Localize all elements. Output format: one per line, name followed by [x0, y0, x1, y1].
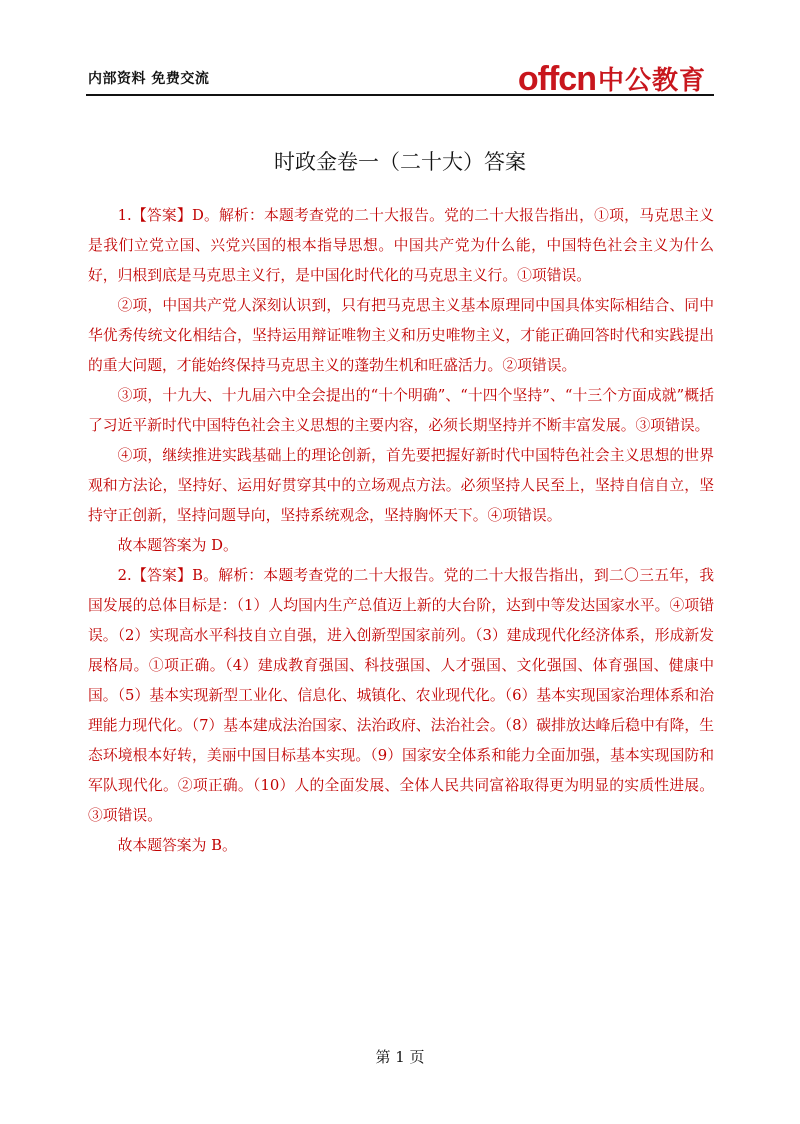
- brand-logo: [518, 56, 706, 96]
- paragraph-q1-option3: ③项，十九大、十九届六中全会提出的“十个明确”、“十四个坚持”、“十三个方面成就”概括了习近平新时代中国特色社会主义思想的主要内容，必须长期坚持并不断丰富发展。③项错误。: [88, 387, 714, 434]
- page-number: 第 1 页: [375, 1048, 425, 1066]
- paragraph-q1-answer: 故本题答案为 D。: [117, 537, 238, 554]
- paragraph-q1-intro: 1.【答案】D。解析：本题考查党的二十大报告。党的二十大报告指出，①项，马克思主义是我们立党立国、兴党兴国的根本指导思想。中国共产党为什么能，中国特色社会主义为什么好，归根到底是马克思主义行，是中国化时代化的马克思主义行。①项错误。: [88, 207, 714, 284]
- paragraph-q1-option2: ②项，中国共产党人深刻认识到，只有把马克思主义基本原理同中国具体实际相结合、同中华优秀传统文化相结合，坚持运用辩证唯物主义和历史唯物主义，才能正确回答时代和实践提出的重大问题，才能始终保持马克思主义的蓬勃生机和旺盛活力。②项错误。: [88, 297, 714, 374]
- header-disclaimer: 内部资料 免费交流: [88, 71, 210, 87]
- page-title: 时政金卷一（二十大）答案: [274, 150, 526, 174]
- paragraph-q1-option4: ④项，继续推进实践基础上的理论创新，首先要把握好新时代中国特色社会主义思想的世界观和方法论，坚持好、运用好贯穿其中的立场观点方法。必须坚持人民至上，坚持自信自立，坚持守正创新，坚持问题导向，坚持系统观念，坚持胸怀天下。④项错误。: [88, 447, 714, 524]
- header-divider: [86, 94, 714, 96]
- paragraph-q2-answer: 故本题答案为 B。: [117, 837, 237, 854]
- logo-chinese-name: 中公教育: [597, 66, 706, 96]
- paragraph-q2-intro: 2.【答案】B。解析：本题考查党的二十大报告。党的二十大报告指出，到二〇三五年，我国发展的总体目标是：（1）人均国内生产总值迈上新的大台阶，达到中等发达国家水平。④项错误。（2）实现高水平科技自立自强，进入创新型国家前列。（3）建成现代化经济体系，形成新发展格局。①项正确。（4）建成教育强国、科技强国、人才强国、文化强国、体育强国、健康中国。（5）基本实现新型工业化、信息化、城镇化、农业现代化。（6）基本实现国家治理体系和治理能力现代化。（7）基本建成法治国家、法治政府、法治社会。（8）碳排放达峰后稳中有降，生态环境根本好转，美丽中国目标基本实现。（9）国家安全体系和能力全面加强，基本实现国防和军队现代化。②项正确。（10）人的全面发展、全体人民共同富裕取得更为明显的实质性进展。③项错误。: [88, 567, 714, 824]
- answer-content: [88, 201, 714, 861]
- logo-wordmark: offcn: [517, 60, 596, 98]
